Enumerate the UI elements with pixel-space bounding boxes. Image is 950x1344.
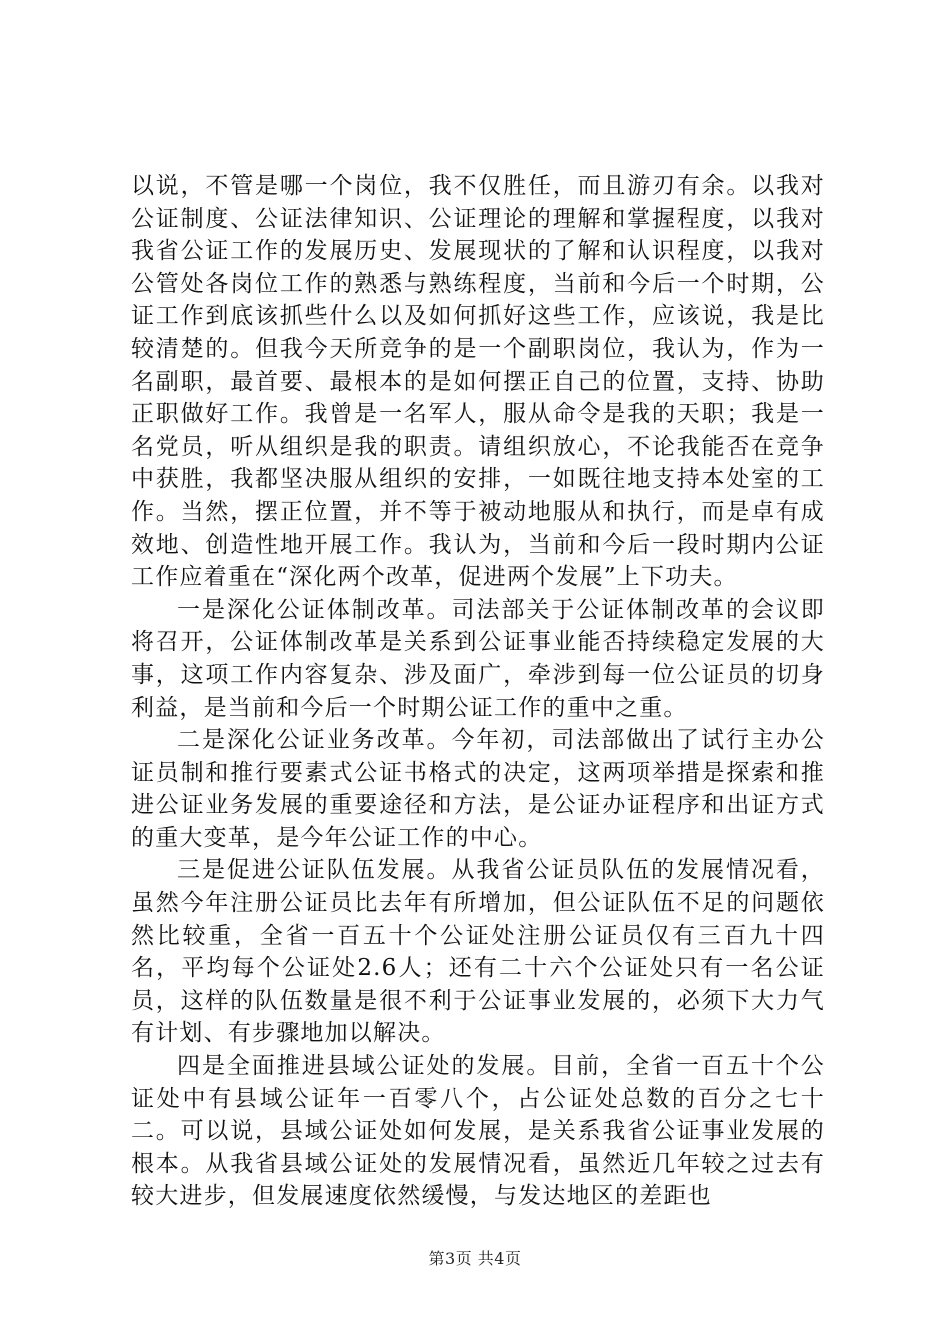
page-number-footer: 第3页 共4页 [428,1249,522,1268]
paragraph-point-one: 一是深化公证体制改革。司法部关于公证体制改革的会议即将召开，公证体制改革是关系到公证事业能否持续稳定发展的大事，这项工作内容复杂、涉及面广，牵涉到每一位公证员的切身利益，是当前和今后一个时期公证工作的重中之重。 [131,596,825,721]
paragraph-point-four: 四是全面推进县域公证处的发展。目前，全省一百五十个公证处中有县域公证年一百零八个，占公证处总数的百分之七十二。可以说，县域公证处如何发展，是关系我省公证事业发展的根本。从我省县域公证处的发展情况看，虽然近几年较之过去有较大进步，但发展速度依然缓慢，与发达地区的差距也 [131,1053,825,1210]
document-body [131,170,825,1213]
paragraph-point-two: 二是深化公证业务改革。今年初，司法部做出了试行主办公证员制和推行要素式公证书格式的决定，这两项举措是探索和推进公证业务发展的重要途径和方法，是公证办证程序和出证方式的重大变革，是今年公证工作的中心。 [131,727,825,851]
paragraph-point-three: 三是促进公证队伍发展。从我省公证员队伍的发展情况看，虽然今年注册公证员比去年有所增加，但公证队伍不足的问题依然比较重，全省一百五十个公证处注册公证员仅有三百九十四名，平均每个公证处2.6人；还有二十六个公证处只有一名公证员，这样的队伍数量是很不利于公证事业发展的，必须下大力气有计划、有步骤地加以解决。 [131,857,825,1047]
paragraph-continuation: 以说，不管是哪一个岗位，我不仅胜任，而且游刃有余。以我对公证制度、公证法律知识、公证理论的理解和掌握程度，以我对我省公证工作的发展历史、发展现状的了解和认识程度，以我对公管处各岗位工作的熟悉与熟练程度，当前和今后一个时期，公证工作到底该抓些什么以及如何抓好这些工作，应该说，我是比较清楚的。但我今天所竞争的是一个副职岗位，我认为，作为一名副职，最首要、最根本的是如何摆正自己的位置，支持、协助正职做好工作。我曾是一名军人，服从命令是我的天职；我是一名党员，听从组织是我的职责。请组织放心，不论我能否在竞争中获胜，我都坚决服从组织的安排，一如既往地支持本处室的工作。当然，摆正位置，并不等于被动地服从和执行，而是卓有成效地、创造性地开展工作。我认为，当前和今后一段时期内公证工作应着重在“深化两个改革，促进两个发展”上下功夫。 [131,173,825,591]
